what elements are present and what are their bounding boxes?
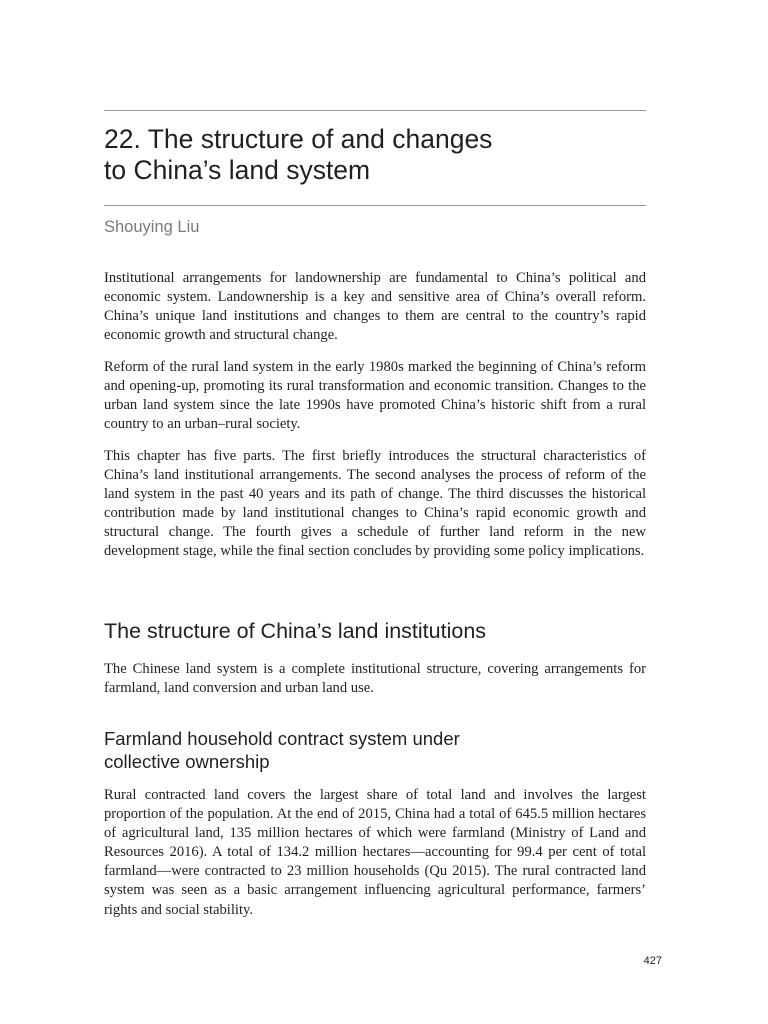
section-intro-paragraph: The Chinese land system is a complete institutional structure, covering arrangements for farmland, land conversion and urban land use. xyxy=(104,661,646,697)
subsection-heading-line-1: Farmland household contract system under xyxy=(104,728,460,749)
subsection-heading xyxy=(104,727,584,773)
intro-paragraph-2: Reform of the rural land system in the early 1980s marked the beginning of China’s reform and opening-up, promoting its rural transformation and economic transition. Changes to the urban land system since the late 1990s have promoted China’s historic shift from a rural country to an urban–rural society. xyxy=(104,359,646,433)
intro-paragraph-3: This chapter has five parts. The first briefly introduces the structural characteristics of China’s land institutional arrangements. The second analyses the process of reform of the land system in the past 40 years and its path of change. The third discusses the historical contribution made by land institutional changes to China’s rapid economic growth and structural change. The fourth gives a schedule of further land reform in the new development stage, while the final section concludes by providing some policy implications. xyxy=(104,448,646,560)
top-rule xyxy=(104,110,646,111)
chapter-title-line-2: to China’s land system xyxy=(104,155,371,185)
intro-paragraph-1: Institutional arrangements for landownership are fundamental to China’s political and economic system. Landownership is a key and sensitive area of China’s overall reform. China’s unique land institutions and changes to them are central to the country’s rapid economic growth and structural change. xyxy=(104,270,646,344)
chapter-title xyxy=(104,124,664,186)
section-heading: The structure of China’s land institutions xyxy=(104,619,487,643)
subsection-body-paragraph: Rural contracted land covers the largest share of total land and involves the largest proportion of the population. At the end of 2015, China had a total of 645.5 million hectares of agricultural land, 135 million hectares of which were farmland (Ministry of Land and Resources 2016). A total of 134.2 million hectares—accounting for 99.4 per cent of total farmland—were contracted to 23 million households (Qu 2015). The rural contracted land system was seen as a basic arrangement influencing agricultural performance, farmers’ rights and social stability. xyxy=(104,787,646,918)
author-name: Shouying Liu xyxy=(104,218,200,236)
subsection-heading-line-2: collective ownership xyxy=(104,751,270,772)
page-number: 427 xyxy=(643,955,662,967)
chapter-title-line-1: 22. The structure of and changes xyxy=(104,124,493,154)
title-rule xyxy=(104,205,646,206)
